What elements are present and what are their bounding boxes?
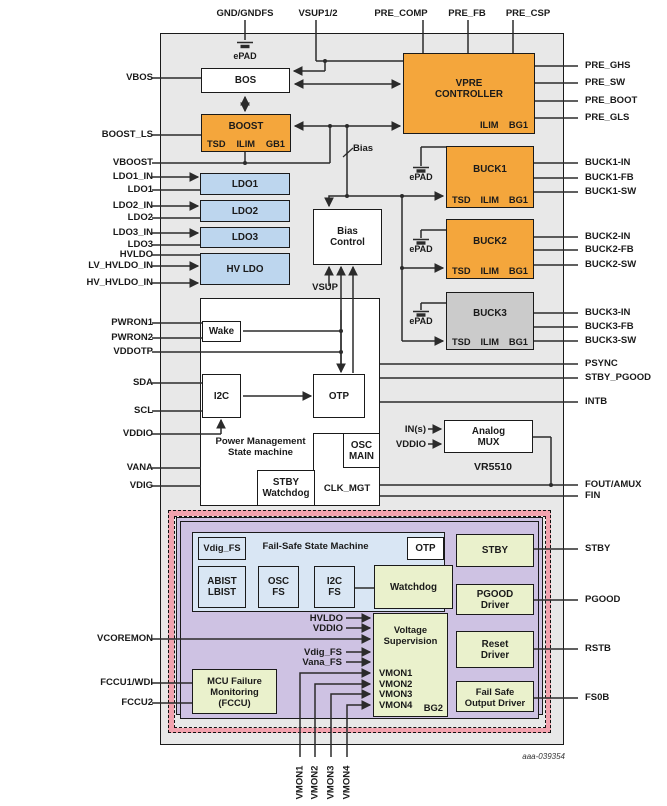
pin-ldo2-in: LDO2_IN — [112, 200, 153, 211]
pin-vdig: VDIG — [129, 480, 153, 491]
pin-buck1-sw: BUCK1-SW — [585, 186, 637, 197]
pin-fout-amux: FOUT/AMUX — [585, 479, 642, 490]
pin-vcoremon: VCOREMON — [97, 633, 153, 644]
pin-lv-hvldo-in: LV_HVLDO_IN — [88, 260, 153, 271]
buck3-title: BUCK3 — [473, 307, 507, 319]
vmon4-input: VMON4 — [379, 698, 413, 710]
abist-lbist-block: ABIST LBIST — [198, 566, 246, 608]
ldo3-block: LDO3 — [200, 227, 290, 248]
pmsm-title: Power Management State machine — [215, 436, 306, 458]
pin-buck1-in: BUCK1-IN — [585, 157, 631, 168]
vpre-controller-block — [403, 53, 535, 134]
boost-title: BOOST — [228, 120, 264, 132]
pin-vbos: VBOS — [126, 72, 153, 83]
pin-pre-boot: PRE_BOOT — [585, 95, 638, 106]
pin-vmon1: VMON1 — [294, 765, 306, 800]
pin-fin: FIN — [585, 490, 601, 501]
pin-vboost: VBOOST — [112, 157, 153, 168]
pin-stby-pgood: STBY_PGOOD — [585, 372, 651, 383]
vmon1-input: VMON1 — [379, 667, 413, 678]
epad-label-buck2: ePAD — [409, 244, 433, 254]
epad-label-buck1: ePAD — [409, 172, 433, 182]
part-number-label: VR5510 — [474, 461, 512, 473]
osc-fs-block: OSC FS — [258, 566, 299, 608]
pin-buck3-in: BUCK3-IN — [585, 307, 631, 318]
bias-net-label: Bias — [353, 143, 374, 154]
vmon2-input: VMON2 — [379, 677, 413, 689]
pin-hv-hvldo-in: HV_HVLDO_IN — [86, 277, 153, 288]
fail-safe-output-driver-block: Fail Safe Output Driver — [456, 681, 534, 712]
hv-ldo-block: HV LDO — [200, 253, 290, 285]
pin-pwron2: PWRON2 — [111, 332, 153, 343]
gb1-label: GB1 — [265, 139, 285, 149]
bg2-label: BG2 — [423, 702, 443, 713]
pin-vddio: VDDIO — [122, 428, 153, 439]
pin-buck2-in: BUCK2-IN — [585, 231, 631, 242]
tsd-label: TSD — [452, 337, 471, 347]
vpre-title: VPRE CONTROLLER — [434, 78, 504, 100]
buck1-title: BUCK1 — [473, 163, 507, 175]
pin-ldo3: LDO3 — [127, 239, 153, 250]
fssm-title: Fail-Safe State Machine — [262, 541, 369, 552]
ilim-label: ILIM — [236, 139, 256, 149]
pin-vmon2: VMON2 — [309, 765, 321, 800]
i2c-fs-block: I2C FS — [314, 566, 355, 608]
pin-pgood: PGOOD — [585, 594, 621, 605]
pin-pre-sw: PRE_SW — [585, 77, 626, 88]
pin-vmon4: VMON4 — [341, 765, 353, 800]
bg1-label: BG1 — [508, 266, 528, 276]
ilim-label: ILIM — [480, 337, 500, 347]
vdig-fs-net-label: Vdig_FS — [303, 647, 342, 658]
wake-block: Wake — [202, 321, 241, 342]
pin-boost-ls: BOOST_LS — [101, 129, 153, 140]
pin-vana: VANA — [126, 462, 153, 473]
pin-ldo1: LDO1 — [127, 184, 153, 195]
otp-block: OTP — [313, 374, 365, 418]
bg1-label: BG1 — [508, 195, 528, 205]
buck1-block — [446, 146, 534, 208]
mcu-failure-monitoring-block: MCU Failure Monitoring (FCCU) — [192, 669, 277, 714]
pin-pre-comp: PRE_COMP — [374, 8, 428, 19]
bg1-label: BG1 — [508, 337, 528, 347]
pin-vddotp: VDDOTP — [113, 346, 153, 357]
ilim-label: ILIM — [479, 120, 499, 130]
pin-stby: STBY — [585, 543, 611, 554]
pin-pre-fb: PRE_FB — [448, 8, 486, 19]
bg1-label: BG1 — [508, 120, 528, 130]
i2c-block: I2C — [202, 374, 241, 418]
buck3-sub-labels — [452, 337, 528, 347]
buck2-title: BUCK2 — [473, 235, 507, 247]
vpre-sub-labels — [480, 120, 528, 130]
vddio-fs-net-label: VDDIO — [312, 623, 343, 634]
pin-ldo1-in: LDO1_IN — [112, 171, 153, 182]
pin-buck1-fb: BUCK1-FB — [585, 172, 634, 183]
tsd-label: TSD — [452, 195, 471, 205]
vsup-net-label: VSUP — [312, 282, 338, 293]
tsd-label: TSD — [207, 139, 226, 149]
epad-label-top: ePAD — [233, 51, 257, 61]
pin-rstb: RSTB — [585, 643, 611, 654]
hvldo-net-label: HVLDO — [309, 613, 343, 624]
pgood-driver-block: PGOOD Driver — [456, 584, 534, 615]
boost-sub-labels — [207, 139, 285, 149]
stby-block: STBY — [456, 534, 534, 567]
clk-mgt-title: CLK_MGT — [323, 483, 371, 494]
tsd-label: TSD — [452, 266, 471, 276]
ldo1-block: LDO1 — [200, 173, 290, 195]
pin-hvldo: HVLDO — [119, 249, 153, 260]
bos-block: BOS — [201, 68, 290, 93]
pin-fs0b: FS0B — [585, 692, 610, 703]
pin-gnd-gndfs: GND/GNDFS — [216, 8, 274, 19]
pin-intb: INTB — [585, 396, 608, 407]
pin-fccu1-wdi: FCCU1/WDI — [100, 677, 153, 688]
pin-vsup12: VSUP1/2 — [298, 8, 338, 19]
pin-buck2-sw: BUCK2-SW — [585, 259, 637, 270]
ilim-label: ILIM — [480, 195, 500, 205]
buck2-block — [446, 219, 534, 279]
buck2-sub-labels — [452, 266, 528, 276]
boost-block — [201, 114, 291, 152]
vana-fs-net-label: Vana_FS — [302, 657, 342, 668]
pin-pre-csp: PRE_CSP — [505, 8, 551, 19]
fs-otp-block: OTP — [407, 537, 444, 560]
pin-fccu2: FCCU2 — [121, 697, 153, 708]
bias-control-block: Bias Control — [313, 209, 382, 265]
vddio-mux-net-label: VDDIO — [395, 439, 426, 450]
epad-label-buck3: ePAD — [409, 316, 433, 326]
pin-vmon3: VMON3 — [325, 765, 337, 800]
pin-buck3-fb: BUCK3-FB — [585, 321, 634, 332]
pin-buck3-sw: BUCK3-SW — [585, 335, 637, 346]
pin-pre-ghs: PRE_GHS — [585, 60, 631, 71]
pin-sda: SDA — [132, 377, 153, 388]
pin-ldo3-in: LDO3_IN — [112, 227, 153, 238]
voltage-supervision-title: Voltage Supervision — [383, 624, 438, 646]
pin-pre-gls: PRE_GLS — [585, 112, 630, 123]
ldo2-block: LDO2 — [200, 200, 290, 222]
buck3-block — [446, 292, 534, 350]
pin-buck2-fb: BUCK2-FB — [585, 244, 634, 255]
reset-driver-block: Reset Driver — [456, 631, 534, 668]
analog-mux-block: Analog MUX — [444, 420, 533, 453]
buck1-sub-labels — [452, 195, 528, 205]
stby-watchdog-block: STBY Watchdog — [257, 470, 315, 506]
vdig-fs-block: Vdig_FS — [198, 537, 246, 560]
voltage-supervision-block — [373, 613, 448, 717]
ilim-label: ILIM — [480, 266, 500, 276]
vmon-input-list — [379, 668, 412, 710]
osc-main-block: OSC MAIN — [343, 433, 380, 468]
pin-ldo2: LDO2 — [127, 212, 153, 223]
vmon3-input: VMON3 — [379, 688, 413, 699]
ins-net-label: IN(s) — [404, 424, 426, 435]
figure-code: aaa-039354 — [522, 752, 565, 761]
pin-pwron1: PWRON1 — [111, 317, 153, 328]
pin-psync: PSYNC — [585, 358, 618, 369]
watchdog-block: Watchdog — [374, 565, 453, 609]
pin-scl: SCL — [134, 405, 153, 416]
